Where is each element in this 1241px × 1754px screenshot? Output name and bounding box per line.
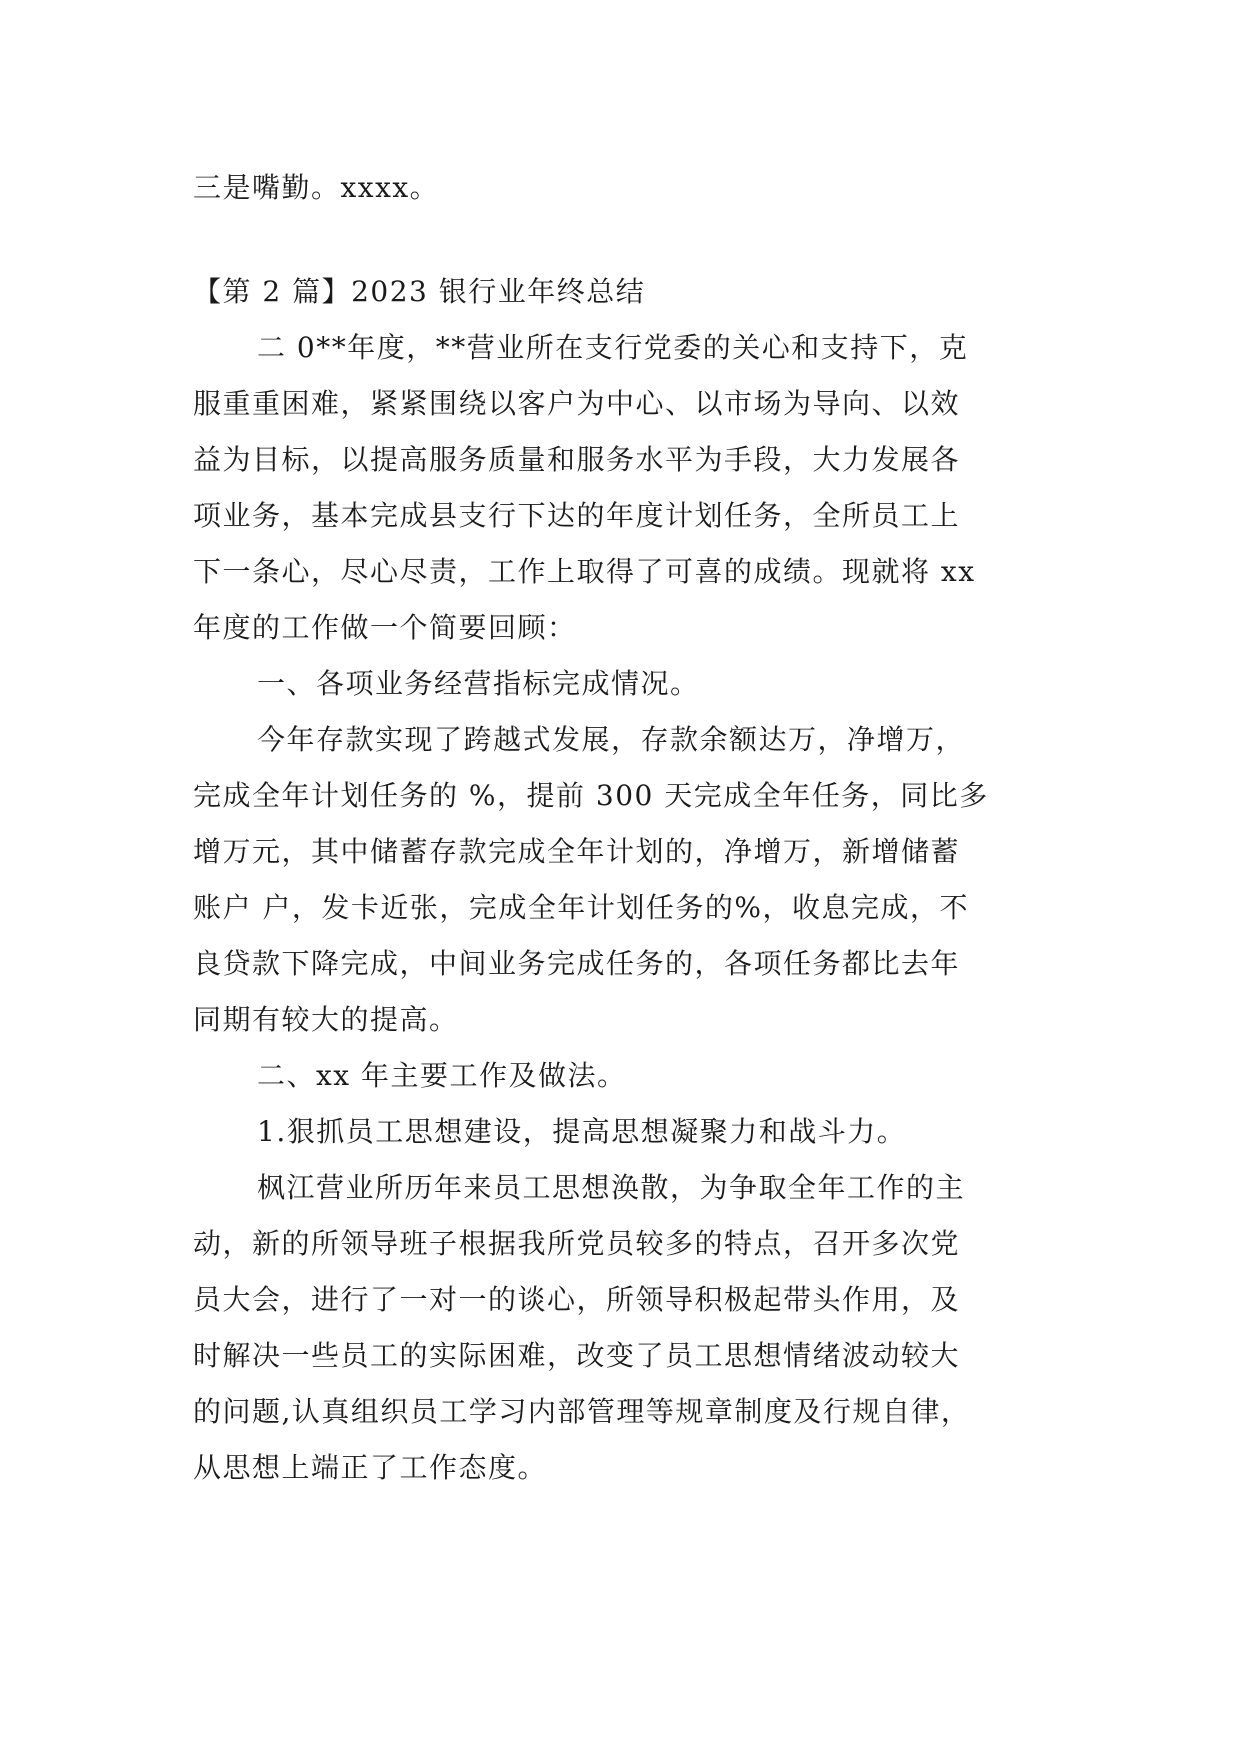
sub-heading: 1.狠抓员工思想建设，提高思想凝聚力和战斗力。 [257,1115,907,1148]
document-body [193,160,1063,1496]
paragraph-line: 枫江营业所历年来员工思想涣散，为争取全年工作的主 [257,1171,966,1204]
paragraph-line: 的问题,认真组织员工学习内部管理等规章制度及行规自律， [193,1395,971,1428]
paragraph-line: 员大会，进行了一对一的谈心，所领导积极起带头作用，及 [193,1283,961,1316]
paragraph-line: 账户 户，发卡近张，完成全年计划任务的%，收息完成，不 [193,891,970,924]
paragraph-line: 完成全年计划任务的 %，提前 300 天完成全年任务，同比多 [193,779,989,812]
paragraph-deposits [193,712,1063,1048]
paragraph-line: 益为目标，以提高服务质量和服务水平为手段，大力发展各 [193,443,961,476]
sub-heading-one [193,1104,1063,1160]
section-gap [193,216,1063,264]
paragraph-line: 二 0**年度，**营业所在支行党委的关心和支持下，克 [257,331,969,364]
section-heading: 一、各项业务经营指标完成情况。 [257,667,700,700]
article-heading: 【第 2 篇】2023 银行业年终总结 [193,275,646,308]
paragraph-line: 同期有较大的提高。 [193,1003,459,1036]
previous-article-tail: 三是嘴勤。xxxx。 [193,171,440,204]
section-heading-one [193,656,1063,712]
paragraph-line: 今年存款实现了跨越式发展，存款余额达万，净增万， [257,723,966,756]
section-heading: 二、xx 年主要工作及做法。 [257,1059,627,1092]
paragraph-line: 年度的工作做一个简要回顾： [193,611,577,644]
paragraph-line: 良贷款下降完成，中间业务完成任务的，各项任务都比去年 [193,947,961,980]
paragraph-staff [193,1160,1063,1496]
paragraph-line: 时解决一些员工的实际困难，改变了员工思想情绪波动较大 [193,1339,961,1372]
section-heading-two [193,1048,1063,1104]
paragraph-line: 增万元，其中储蓄存款完成全年计划的，净增万，新增储蓄 [193,835,961,868]
paragraph-intro [193,320,1063,656]
paragraph-line: 服重重困难，紧紧围绕以客户为中心、以市场为导向、以效 [193,387,961,420]
paragraph-line: 项业务，基本完成县支行下达的年度计划任务，全所员工上 [193,499,961,532]
paragraph-line: 下一条心，尽心尽责，工作上取得了可喜的成绩。现就将 xx [193,555,976,588]
paragraph-line: 动，新的所领导班子根据我所党员较多的特点，召开多次党 [193,1227,961,1260]
paragraph-line: 从思想上端正了工作态度。 [193,1451,548,1484]
